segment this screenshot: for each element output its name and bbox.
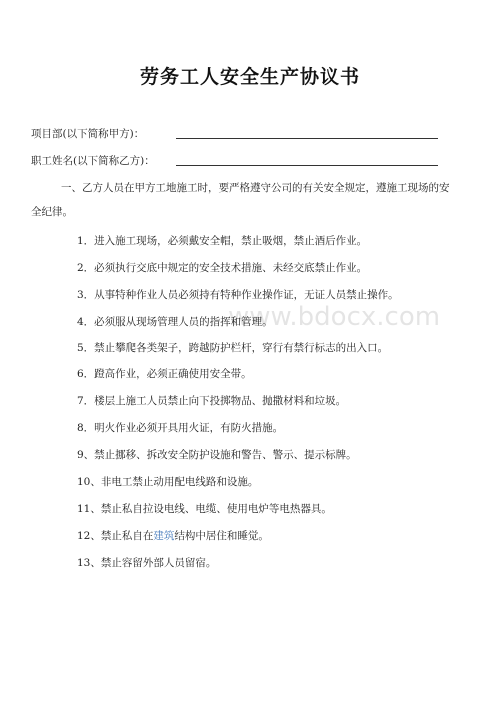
- rule-item: 4．必须服从现场管理人员的指挥和管理。: [77, 316, 273, 328]
- rule-item: 5．禁止攀爬各类架子，跨越防护栏杆，穿行有禁行标志的出入口。: [77, 342, 389, 354]
- watermark-text: www.bdocx.com: [228, 302, 441, 332]
- rule-item: 9、禁止挪移、拆改安全防护设施和警告、警示、提示标牌。: [77, 449, 357, 461]
- field-label: 项目部(以下简称甲方)：: [31, 128, 145, 140]
- item-text-after: 结构中居住和睡觉。: [174, 530, 269, 542]
- rule-item: 6．蹬高作业，必须正确使用安全带。: [77, 368, 252, 380]
- field-party-a: [31, 126, 144, 141]
- field-underline: [176, 138, 438, 139]
- rule-item: 10、非电工禁止动用配电线路和设施。: [77, 476, 259, 488]
- building-link[interactable]: 建筑: [153, 530, 175, 542]
- rule-item: 8．明火作业必须开具用火证，有防火措施。: [77, 422, 284, 434]
- item-text-before: 12、禁止私自在: [77, 530, 154, 542]
- rule-item: 11、禁止私自拉设电线、电缆、使用电炉等电热器具。: [77, 503, 332, 515]
- rule-item: 13、禁止容留外部人员留宿。: [77, 557, 217, 569]
- rule-item: 7．楼层上施工人员禁止向下投掷物品、抛撒材料和垃圾。: [77, 395, 347, 407]
- field-label: 职工姓名(以下简称乙方)：: [31, 155, 155, 167]
- rule-item: 3．从事特种作业人员必须持有特种作业操作证，无证人员禁止操作。: [77, 289, 399, 301]
- document-title: 劳务工人安全生产协议书: [139, 66, 360, 88]
- field-party-b: [31, 153, 155, 168]
- rule-item: 2．必须执行交底中规定的安全技术措施、未经交底禁止作业。: [77, 262, 368, 274]
- field-underline: [176, 165, 438, 166]
- intro-paragraph: 一、乙方人员在甲方工地施工时，要严格遵守公司的有关安全规定，遵施工现场的安全纪律。: [31, 182, 450, 218]
- rule-item: [77, 528, 269, 543]
- rule-item: 1．进入施工现场，必须戴安全帽，禁止吸烟，禁止酒后作业。: [77, 235, 368, 247]
